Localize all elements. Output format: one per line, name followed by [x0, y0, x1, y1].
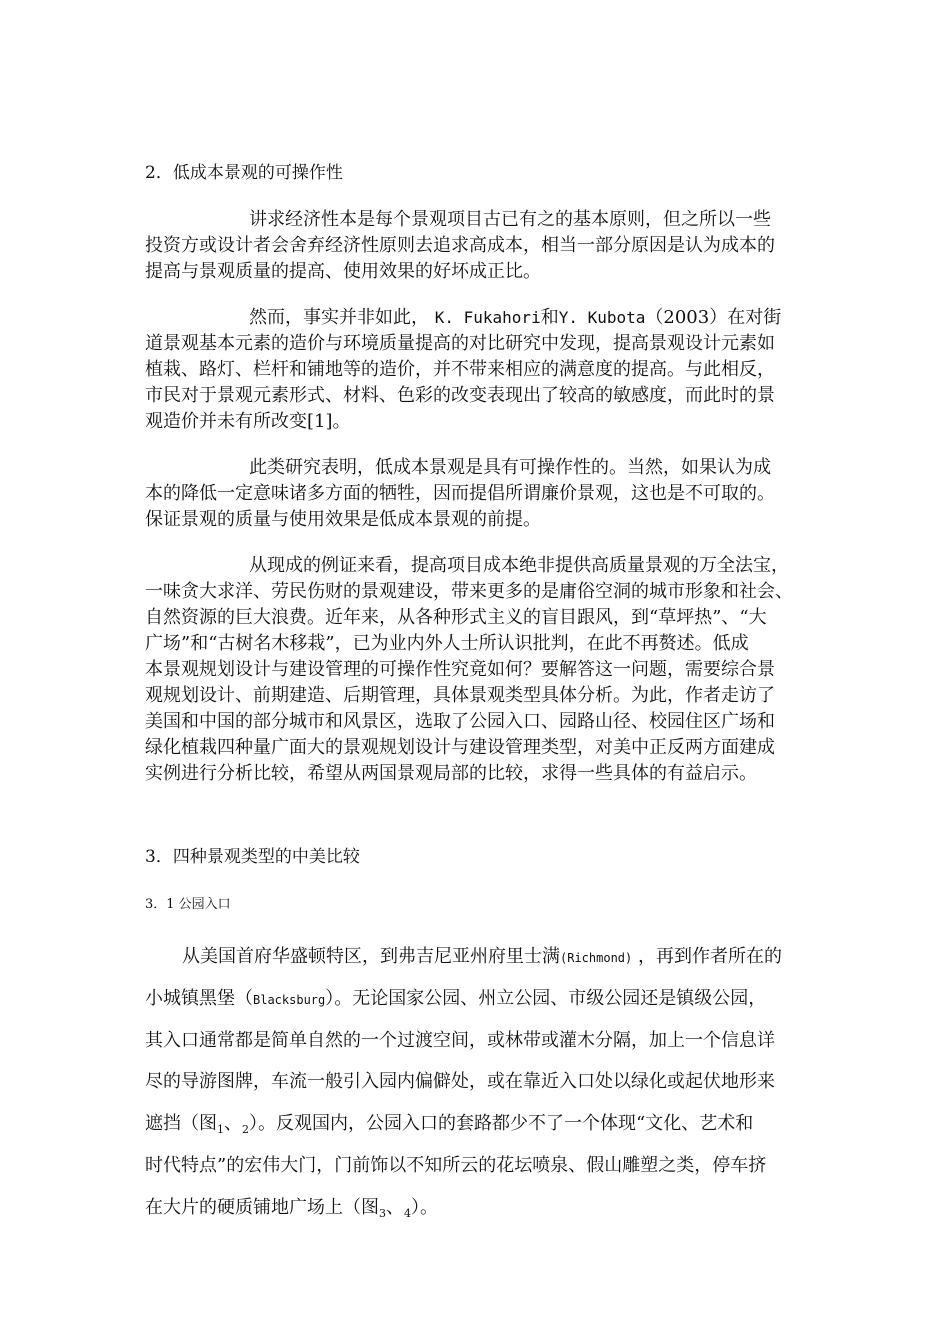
- text-span: 小城镇黑堡（: [145, 988, 253, 1009]
- text-span: 和: [540, 307, 559, 328]
- text-span: （2003）在对街: [645, 307, 782, 328]
- paragraph-5-line: [145, 1109, 753, 1141]
- figure-ref: 2: [242, 1123, 249, 1136]
- figure-ref: 3: [379, 1207, 386, 1220]
- section-2-heading: 2．低成本景观的可操作性: [145, 163, 343, 183]
- text-span: 从美国首府华盛顿特区，到弗吉尼亚州府里士满: [182, 946, 560, 967]
- paragraph-1-line: 提高与景观质量的提高、使用效果的好坏成正比。: [145, 261, 541, 282]
- text-span: ）。无论国家公园、州立公园、市级公园还是镇级公园，: [325, 988, 767, 1009]
- paragraph-4-line: 从现成的例证来看，提高项目成本绝非提供高质量景观的万全法宝，: [249, 555, 789, 576]
- paragraph-5-line: [145, 984, 766, 1015]
- section-3-1-heading: 3．1 公园入口: [145, 897, 231, 912]
- text-span: ，再到作者所在的: [637, 946, 782, 967]
- paragraph-4-line: 本景观规划设计与建设管理的可操作性究竟如何？要解答这一问题，需要综合景: [145, 659, 775, 680]
- paragraph-4-line: 观规划设计、前期建造、后期管理，具体景观类型具体分析。为此，作者走访了: [145, 685, 775, 706]
- paragraph-1-line: 投资方或设计者会舍弃经济性原则去追求高成本，相当一部分原因是认为成本的: [145, 235, 775, 256]
- paragraph-2-line: 观造价并未有所改变[1]。: [145, 411, 351, 432]
- text-span: 然而，事实并非如此，: [249, 307, 429, 328]
- paragraph-4-line: 实例进行分析比较，希望从两国景观局部的比较，求得一些具体的有益启示。: [145, 763, 757, 784]
- paragraph-3-line: 此类研究表明，低成本景观是具有可操作性的。当然，如果认为成: [249, 457, 771, 478]
- paragraph-1-line: 讲求经济性本是每个景观项目古已有之的基本原则，但之所以一些: [249, 209, 771, 230]
- paragraph-4-line: 自然资源的巨大浪费。近年来，从各种形式主义的盲目跟风，到“草坪热”、“大: [145, 607, 767, 628]
- place-name: (Richmond): [560, 951, 633, 965]
- paragraph-3-line: 本的降低一定意味诸多方面的牺牲，因而提倡所谓廉价景观，这也是不可取的。: [145, 483, 775, 504]
- paragraph-4-line: 一味贪大求洋、劳民伤财的景观建设，带来更多的是庸俗空洞的城市形象和社会、: [145, 581, 793, 602]
- figure-ref: 4: [404, 1207, 411, 1220]
- paragraph-3-line: 保证景观的质量与使用效果是低成本景观的前提。: [145, 509, 541, 530]
- author-name: Y. Kubota: [558, 308, 646, 327]
- paragraph-2-line: 植栽、路灯、栏杆和铺地等的造价，并不带来相应的满意度的提高。与此相反，: [145, 359, 775, 380]
- text-span: 遮挡（图: [145, 1113, 217, 1134]
- paragraph-5-line: 其入口通常都是简单自然的一个过渡空间，或林带或灌木分隔，加上一个信息详: [145, 1030, 775, 1051]
- text-span: 在大片的硬质铺地广场上（图: [145, 1197, 379, 1218]
- paragraph-2-line: 道景观基本元素的造价与环境质量提高的对比研究中发现，提高景观设计元素如: [145, 333, 775, 354]
- author-name: K. Fukahori: [434, 308, 541, 327]
- paragraph-4-line: 绿化植栽四种量广面大的景观规划设计与建设管理类型，对美中正反两方面建成: [145, 737, 775, 758]
- paragraph-5-line: [182, 942, 782, 973]
- section-3-heading: 3．四种景观类型的中美比较: [145, 847, 360, 867]
- text-span: 、: [224, 1113, 242, 1134]
- text-span: ）。反观国内，公园入口的套路都少不了一个体现“文化、艺术和: [249, 1113, 754, 1134]
- paragraph-5-line: 尽的导游图牌，车流一般引入园内偏僻处，或在靠近入口处以绿化或起伏地形来: [145, 1071, 775, 1092]
- place-name: Blacksburg: [253, 993, 326, 1007]
- text-span: ）。: [411, 1197, 438, 1218]
- paragraph-4-line: 广场”和“古树名木移栽”，已为业内外人士所认识批判，在此不再赘述。低成: [145, 633, 749, 654]
- paragraph-4-line: 美国和中国的部分城市和风景区，选取了公园入口、园路山径、校园住区广场和: [145, 711, 775, 732]
- paragraph-5-line: 时代特点”的宏伟大门，门前饰以不知所云的花坛喷泉、假山雕塑之类，停车挤: [145, 1155, 767, 1176]
- figure-ref: 1: [217, 1123, 224, 1136]
- paragraph-5-line: [145, 1193, 438, 1225]
- text-span: 、: [386, 1197, 404, 1218]
- paragraph-2-line: 市民对于景观元素形式、材料、色彩的改变表现出了较高的敏感度，而此时的景: [145, 385, 775, 406]
- paragraph-2-line: [249, 305, 781, 331]
